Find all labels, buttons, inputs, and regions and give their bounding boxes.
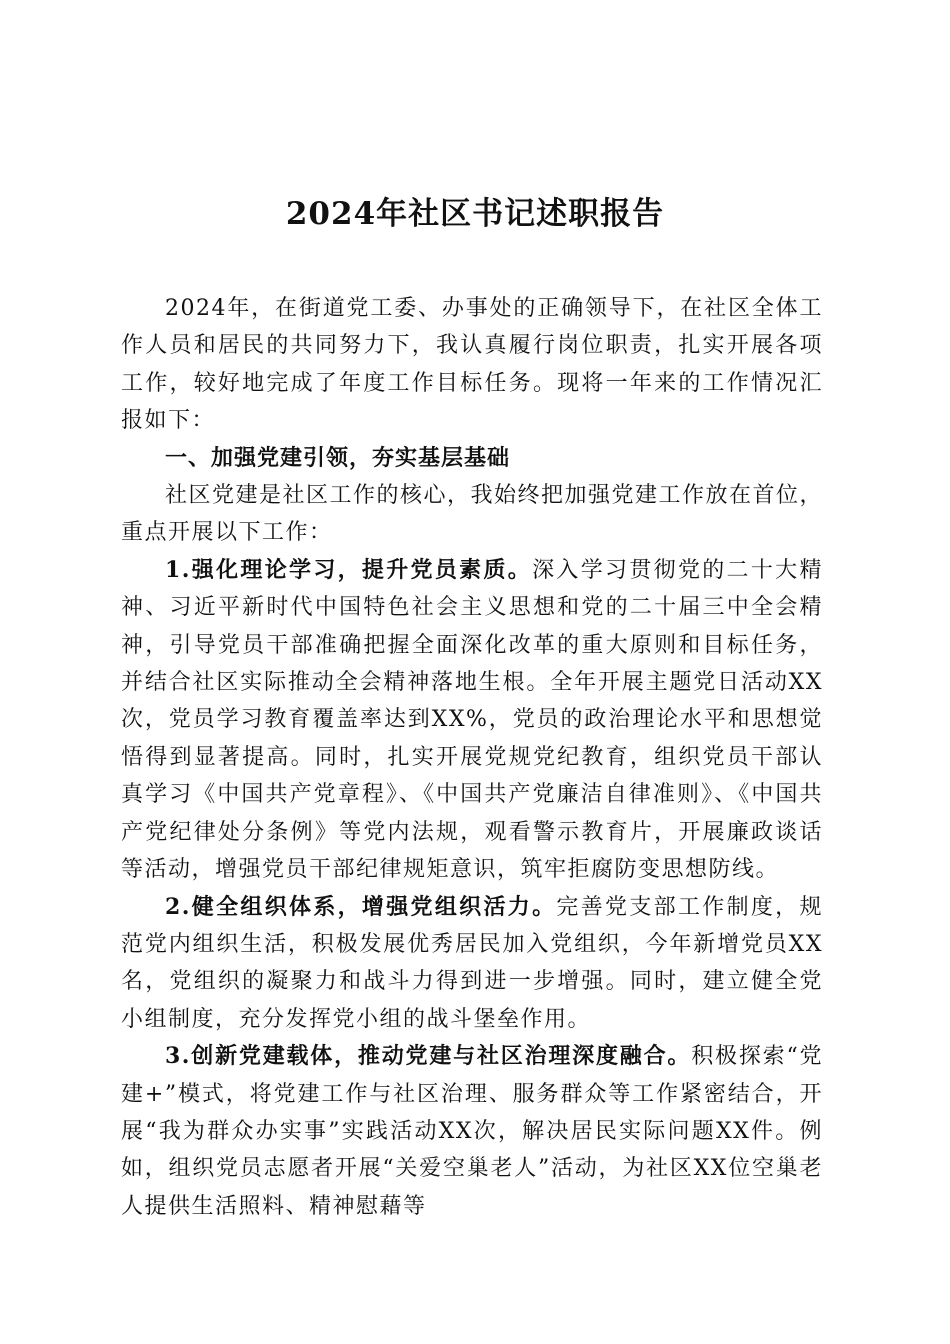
item-text: 完善党支部工作制度，规范党内组织生活，积极发展优秀居民加入党组织，今年新增党员XX名，党组织的凝聚力和战斗力得到进一步增强。同时，建立健全党小组制度，充分发挥党小组的战斗堡垒作用。: [121, 894, 823, 1032]
section-intro-paragraph: 社区党建是社区工作的核心，我始终把加强党建工作放在首位，重点开展以下工作：: [121, 483, 824, 546]
item-text: 深入学习贯彻党的二十大精神、习近平新时代中国特色社会主义思想和党的二十届三中全会精神，引导党员干部准确把握全面深化改革的重大原则和目标任务，并结合社区实际推动全会精神落地生根。全年开展主题党日活动XX次，党员学习教育覆盖率达到XX%，党员的政治理论水平和思想觉悟得到显著提高。同时，扎实开展党规党纪教育，组织党员干部认真学习《中国共产党章程》、《中国共产党廉洁自律准则》、《中国共产党纪律处分条例》等党内法规，观看警示教育片，开展廉政谈话等活动，增强党员干部纪律规矩意识，筑牢拒腐防变思想防线。: [121, 557, 823, 883]
list-item: [121, 889, 823, 1039]
item-lead: 2.健全组织体系，增强党组织活力。: [165, 893, 557, 920]
item-lead: 3.创新党建载体，推动党建与社区治理深度融合。: [165, 1043, 692, 1070]
intro-paragraph: 2024年，在街道党工委、办事处的正确领导下，在社区全体工作人员和居民的共同努力下，我认真履行岗位职责，扎实开展各项工作，较好地完成了年度工作目标任务。现将一年来的工作情况汇报如下：: [121, 296, 823, 434]
section-heading: 一、加强党建引领，夯实基层基础: [165, 445, 511, 471]
item-text: 积极探索“党建+”模式，将党建工作与社区治理、服务群众等工作紧密结合，开展“我为群众办实事”实践活动XX次，解决居民实际问题XX件。例如，组织党员志愿者开展“关爱空巢老人”活动，为社区XX位空巢老人提供生活照料、精神慰藉等: [121, 1044, 824, 1219]
item-lead: 1.强化理论学习，提升党员素质。: [165, 556, 533, 583]
list-item: [121, 1038, 823, 1225]
document-title: 2024年社区书记述职报告: [285, 195, 665, 232]
list-item: [121, 552, 823, 889]
document-body: [121, 290, 823, 1225]
